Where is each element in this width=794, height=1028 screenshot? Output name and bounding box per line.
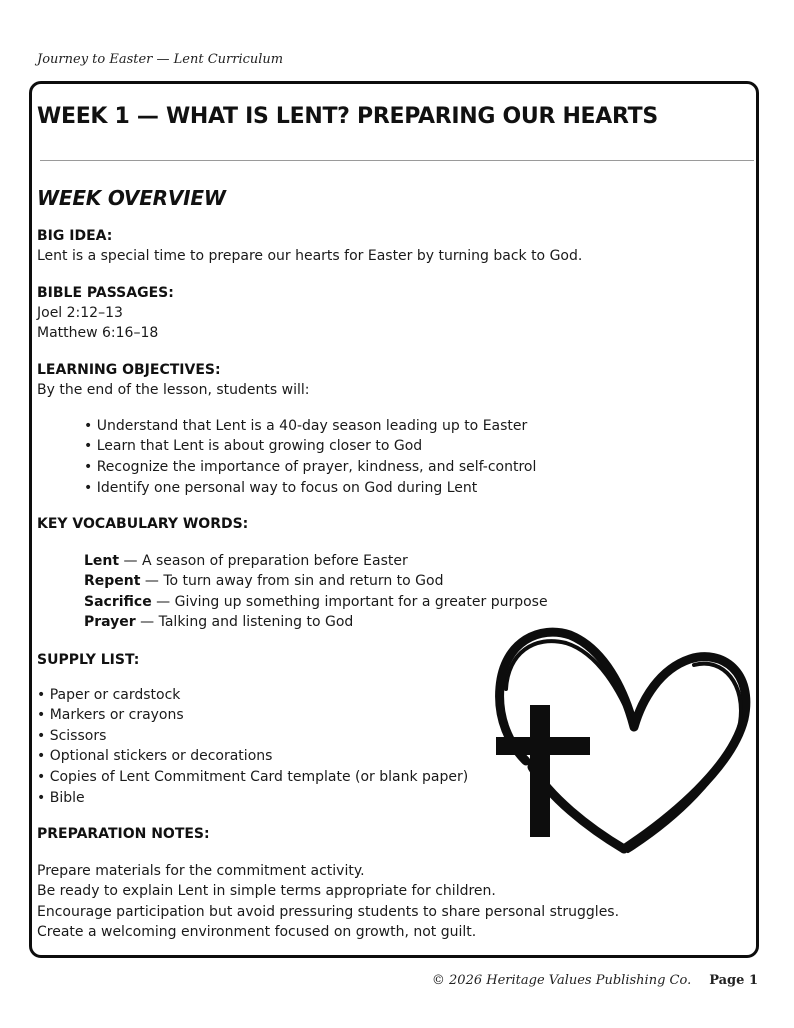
vocab-term: Prayer — [84, 614, 136, 630]
objective-item: • Identify one personal way to focus on God during Lent — [84, 480, 478, 496]
preparation-note: Prepare materials for the commitment activity. — [37, 863, 365, 879]
title-divider — [40, 160, 754, 161]
objective-item: • Recognize the importance of prayer, kindness, and self-control — [84, 459, 537, 475]
vocab-term: Lent — [84, 553, 120, 569]
page-header: Journey to Easter — Lent Curriculum — [37, 52, 284, 67]
week-title: WEEK 1 — WHAT IS LENT? PREPARING OUR HEARTS — [37, 104, 658, 129]
supply-list-label: SUPPLY LIST: — [37, 652, 140, 668]
vocab-definition: — Giving up something important for a greater purpose — [151, 594, 548, 610]
supply-item: • Paper or cardstock — [37, 687, 181, 703]
vocab-term: Repent — [84, 573, 141, 589]
vocab-item — [84, 594, 548, 610]
vocabulary-label: KEY VOCABULARY WORDS: — [37, 516, 249, 532]
preparation-note: Create a welcoming environment focused on growth, not guilt. — [37, 924, 477, 940]
preparation-note: Be ready to explain Lent in simple terms appropriate for children. — [37, 883, 496, 899]
big-idea-label: BIG IDEA: — [37, 228, 113, 244]
preparation-label: PREPARATION NOTES: — [37, 826, 210, 842]
copyright-text: © 2026 Heritage Values Publishing Co. — [431, 973, 692, 988]
supply-item: • Scissors — [37, 728, 107, 744]
objectives-intro: By the end of the lesson, students will: — [37, 382, 310, 398]
supply-item: • Copies of Lent Commitment Card template (or blank paper) — [37, 769, 469, 785]
vocab-definition: — To turn away from sin and return to God — [140, 573, 444, 589]
preparation-note: Encourage participation but avoid pressuring students to share personal struggles. — [37, 904, 620, 920]
vocab-item — [84, 614, 353, 630]
vocab-item — [84, 573, 443, 589]
page-footer — [432, 973, 758, 988]
objectives-label: LEARNING OBJECTIVES: — [37, 362, 221, 378]
big-idea-text: Lent is a special time to prepare our hearts for Easter by turning back to God. — [37, 248, 583, 264]
objective-item: • Understand that Lent is a 40-day season leading up to Easter — [84, 418, 528, 434]
bible-passage: Joel 2:12–13 — [37, 305, 123, 321]
bible-passages-label: BIBLE PASSAGES: — [37, 285, 174, 301]
vocab-definition: — A season of preparation before Easter — [119, 553, 408, 569]
heart-with-cross-icon — [492, 627, 752, 857]
vocab-item — [84, 553, 408, 569]
vocab-definition: — Talking and listening to God — [135, 614, 354, 630]
supply-item: • Bible — [37, 790, 85, 806]
overview-heading: WEEK OVERVIEW — [37, 186, 226, 210]
supply-item: • Optional stickers or decorations — [37, 748, 273, 764]
vocab-term: Sacrifice — [84, 594, 152, 610]
page-number: Page 1 — [709, 973, 758, 988]
supply-item: • Markers or crayons — [37, 707, 184, 723]
bible-passage: Matthew 6:16–18 — [37, 325, 159, 341]
objective-item: • Learn that Lent is about growing closer to God — [84, 438, 423, 454]
